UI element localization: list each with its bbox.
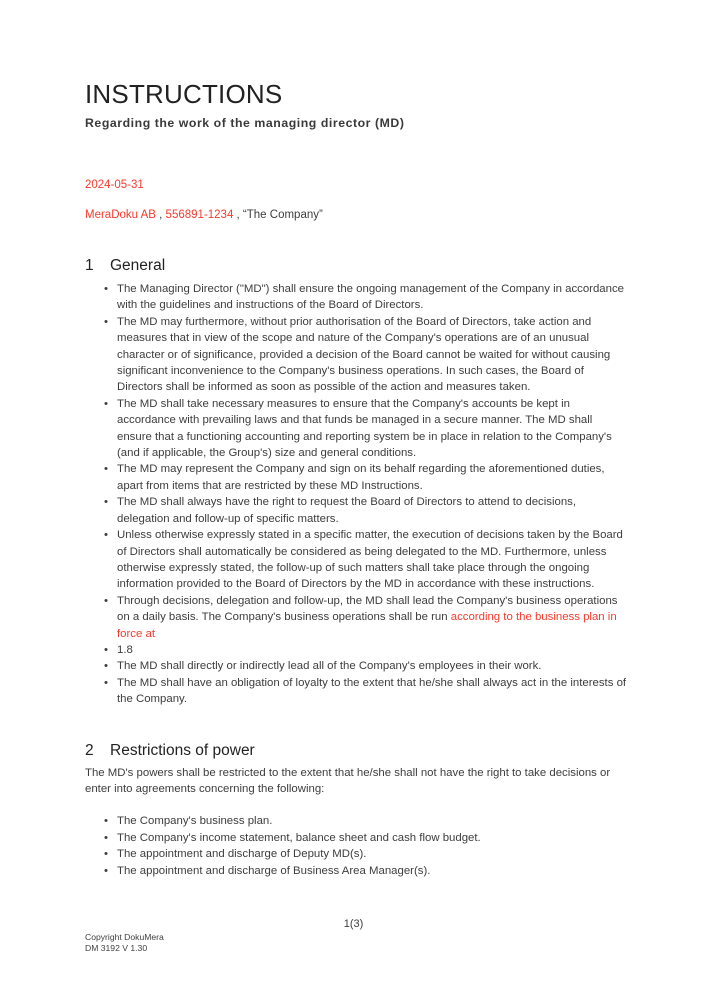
text-segment: The MD shall directly or indirectly lead all of the Company's employees in their work.	[117, 660, 542, 673]
bullet-item	[85, 314, 630, 396]
general-bullet-list	[85, 281, 630, 708]
copyright-line: Copyright DokuMera	[85, 932, 164, 942]
section-heading-general	[85, 256, 630, 276]
bullet-item	[85, 675, 630, 708]
section-heading-restrictions	[85, 741, 630, 761]
section-number: 2	[85, 741, 94, 759]
section-number: 1	[85, 257, 94, 274]
bullet-item	[85, 593, 630, 642]
bullet-item	[85, 813, 630, 829]
text-segment: 1.8	[117, 643, 133, 656]
text-segment: The appointment and discharge of Business Area Manager(s).	[117, 864, 431, 877]
bullet-item	[85, 527, 630, 593]
footer-copyright	[85, 932, 164, 954]
section-title: General	[110, 257, 166, 274]
bullet-item	[85, 863, 630, 879]
text-segment: Through decisions, delegation and follow-up, the MD shall lead the Company's business operations on a daily basis. The Company's business operations shall be run	[117, 594, 618, 624]
text-segment: Unless otherwise expressly stated in a specific matter, the execution of decisions taken by the Board of Directors shall automatically be considered as being delegated to the MD. Furthermore, unless otherwise expressly stated, the follow-up of such matters shall take place through the ongoing information provided to the Board of Directors by the MD in accordance with these instructions.	[117, 529, 623, 591]
document-date: 2024-05-31	[85, 179, 144, 191]
text-segment: The Managing Director ("MD") shall ensure the ongoing management of the Company in accordance with the guidelines and instructions of the Board of Directors.	[117, 283, 625, 312]
red-text-segment: 556891-1234	[165, 209, 234, 221]
bullet-item	[85, 281, 630, 314]
company-line	[85, 207, 630, 223]
text-segment: The MD shall take necessary measures to ensure that the Company's accounts be kept in accordance with prevailing laws and that funds be managed in a secure manner. The MD shall ensure that a functioning accounting and reporting system be in place in relation to the Company's (and if applicable, the Group's) size and general conditions.	[117, 397, 612, 460]
bullet-item	[85, 461, 630, 494]
text-segment: , “The Company”	[233, 209, 323, 221]
section-title: Restrictions of power	[110, 741, 255, 759]
text-segment: ,	[155, 209, 166, 221]
restrictions-intro-paragraph: The MD's powers shall be restricted to the extent that he/she shall not have the right to take decisions or enter into agreements concerning the following:	[85, 766, 611, 795]
text-segment: The Company's business plan.	[117, 815, 273, 828]
bullet-item	[85, 846, 630, 862]
text-segment: The appointment and discharge of Deputy MD(s).	[117, 848, 367, 861]
text-segment: The MD may furthermore, without prior authorisation of the Board of Directors, take action and measures that in view of the scope and nature of the Company's operations are of an unusual character or of significance, provided a decision of the Board cannot be waited for without causing significant inconvenience to the Company's business operations. In such cases, the Board of Directors shall be informed as soon as possible of the action and measures taken.	[117, 315, 611, 394]
red-text-segment: according to the business plan in force at	[117, 611, 617, 640]
text-segment: The MD shall always have the right to request the Board of Directors to attend to decisions, delegation and follow-up of specific matters.	[117, 496, 577, 525]
bullet-item	[85, 830, 630, 846]
restrictions-bullet-list	[85, 813, 630, 879]
red-text-segment: MeraDoku AB	[85, 209, 156, 221]
document-title: INSTRUCTIONS	[85, 79, 283, 109]
bullet-item	[85, 642, 630, 658]
bullet-item	[85, 658, 630, 674]
document-subtitle: Regarding the work of the managing director (MD)	[85, 116, 405, 130]
text-segment: The MD shall have an obligation of loyalty to the extent that he/she shall always act in the interests of the Company.	[117, 676, 627, 706]
text-segment: The MD may represent the Company and sign on its behalf regarding the aforementioned duties, apart from items that are restricted by these MD Instructions.	[117, 463, 605, 492]
bullet-item	[85, 396, 630, 462]
text-segment: The Company's income statement, balance sheet and cash flow budget.	[117, 831, 481, 844]
page-number: 1(3)	[343, 918, 364, 930]
document-version-line: DM 3192 V 1.30	[85, 943, 148, 953]
bullet-item	[85, 494, 630, 527]
